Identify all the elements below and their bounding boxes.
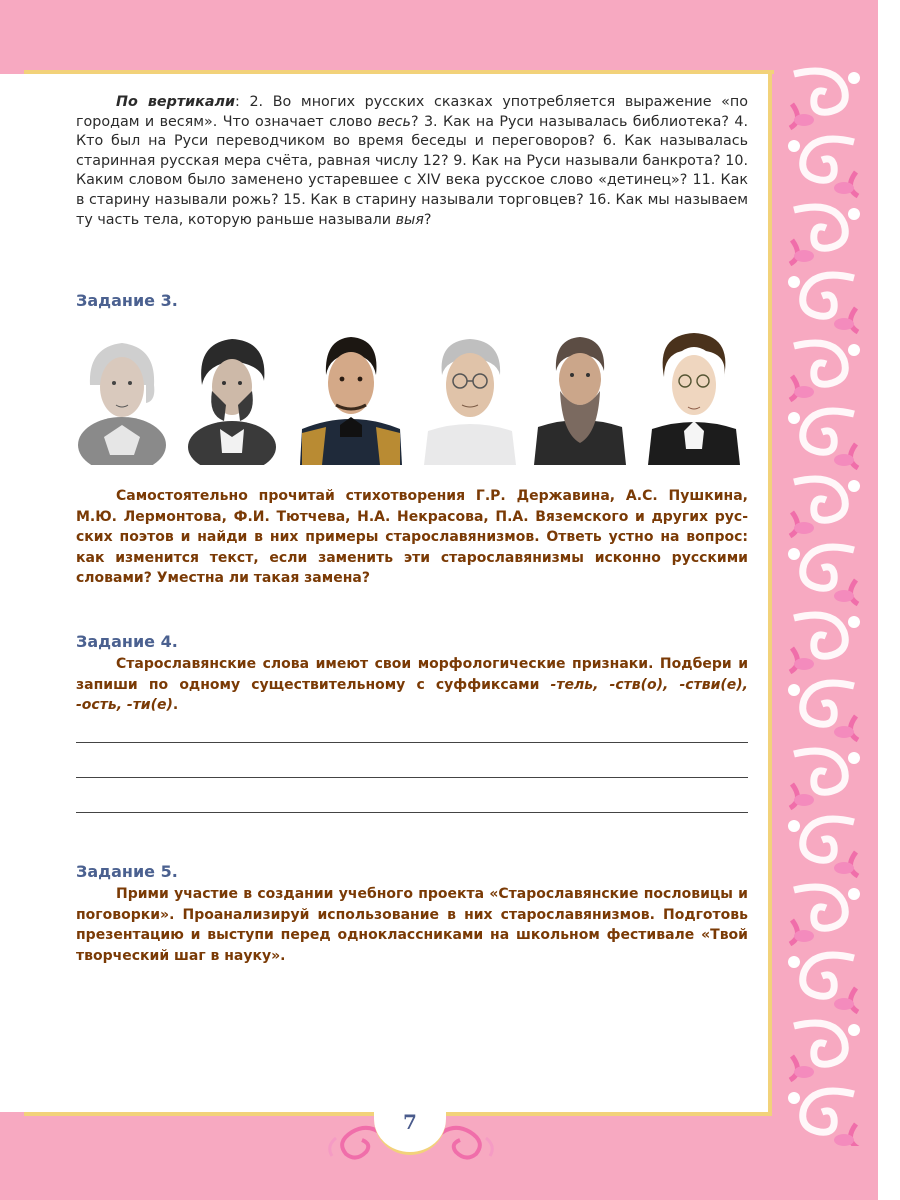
task-5-text: Прими участие в создании учебного проекта «Старославянские пословицы и поговорки». Проанализируй использование в них старославянизмов. Подготовь презентацию и выступи перед одноклассниками на школьном фестивале «Твой творческий шаг в науку». xyxy=(76,886,748,964)
gold-border-right xyxy=(768,70,772,1116)
answer-line-3[interactable] xyxy=(76,812,748,813)
answer-line-1[interactable] xyxy=(76,742,748,743)
floral-ornament-border xyxy=(774,56,874,1146)
poet-portraits xyxy=(76,325,756,470)
gold-border-top xyxy=(24,70,774,74)
task-4-text: Старославянские слова имеют свои морфологические признаки. Подбери и запиши по одному существительному с суффиксами -тель, -ств(о), -стви(е), -ость, -ти(е). xyxy=(76,656,748,713)
task-4-heading: Задание 4. xyxy=(76,632,178,651)
page-number-badge xyxy=(360,1094,460,1164)
portrait-pushkin xyxy=(186,325,278,465)
portrait-vyazemsky xyxy=(646,325,742,465)
task-3-heading: Задание 3. xyxy=(76,291,178,310)
crossword-vertical-questions: По вертикали: 2. Во многих русских сказках употребляется выражение «по городам и весям». Что означает слово весь? 3. Как на Руси называлась библиотека? 4. Кто был на Руси переводчиком во время беседы и переговоров? 6. Как называлась старинная русская мера счёта, равная числу 12? 9. Как на Руси называли банкрота? 10. Каким словом было заменено устаревшее с XIV века русское слово «детинец»? 11. Как в старину называли рожь? 15. Как в старину называли торговцев? 16. Как мы называем ту часть тела, которую раньше называли выя? xyxy=(76,94,748,228)
task-5-heading: Задание 5. xyxy=(76,862,178,881)
portrait-nekrasov xyxy=(532,325,628,465)
page-frame-top xyxy=(0,0,878,74)
vertical-label: По вертикали xyxy=(116,94,235,110)
floral-ornament-icon xyxy=(774,56,874,1146)
portrait-derzhavin xyxy=(76,325,168,465)
answer-line-2[interactable] xyxy=(76,777,748,778)
task-3-text: Самостоятельно прочитай стихотворения Г.Р. Державина, А.С. Пушкина, М.Ю. Лермонтова, Ф.И. Тютчева, Н.А. Некрасова, П.А. Вяземского и других русских поэтов и найди в них примеры старославянизмов. Ответь устно на вопрос: как изменится текст, если заменить эти старославянизмы исконно русскими словами? Уместна ли такая замена? xyxy=(76,488,748,586)
portrait-tyutchev xyxy=(420,325,520,465)
page-number: 7 xyxy=(403,1110,417,1134)
portrait-lermontov xyxy=(296,325,406,465)
suffix-list: -тель, -ств(о), -стви(е), -ость, -ти(е) xyxy=(76,676,748,713)
